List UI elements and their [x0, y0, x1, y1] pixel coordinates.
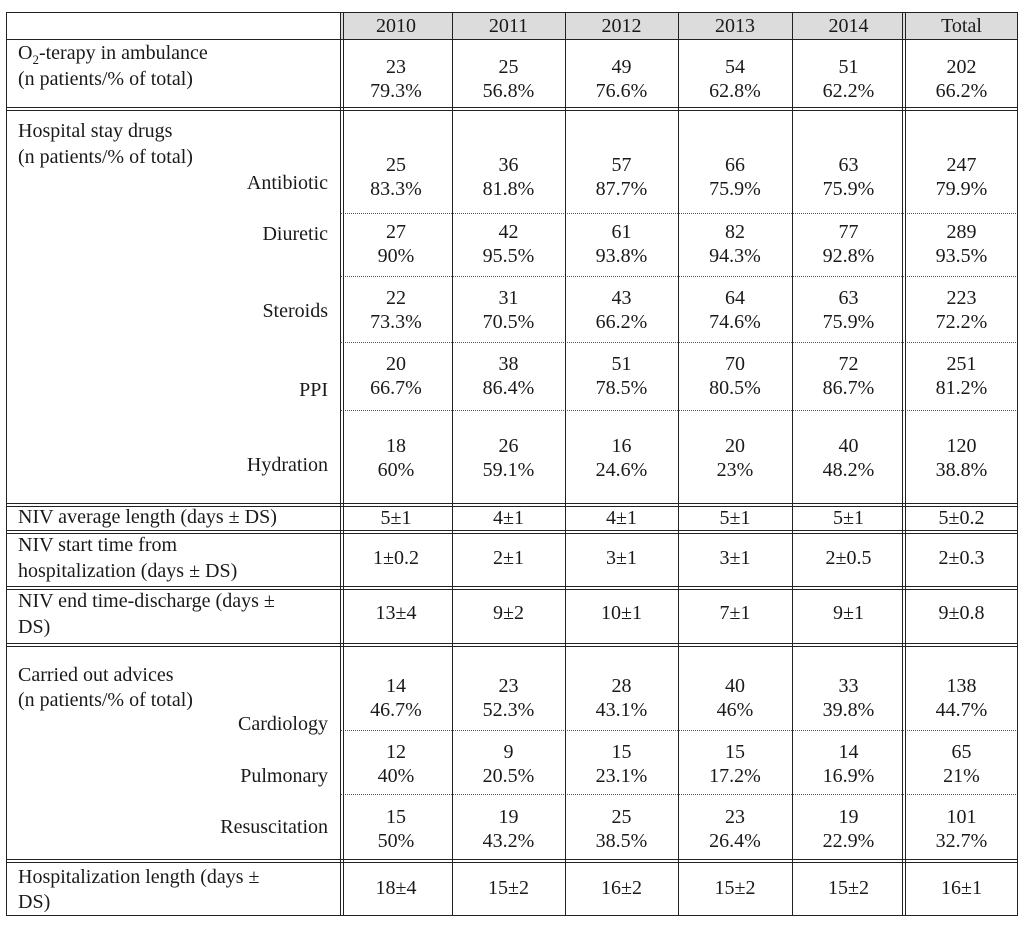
drug-name-hydration: Hydration: [246, 454, 328, 476]
column-header-2010: 2010: [376, 15, 416, 37]
drug-value-percent: 48.2%: [822, 459, 875, 481]
o2-row-label-line2: (n patients/% of total): [18, 68, 193, 90]
hospital-drugs-label: Hospital stay drugs: [18, 120, 173, 142]
data-table: [6, 12, 1018, 916]
drug-value-count: 251: [946, 353, 977, 375]
column-header-2013: 2013: [715, 15, 755, 37]
column-header-total: Total: [941, 15, 982, 37]
header-divider: [6, 39, 1018, 40]
niv-average-value: 4±1: [493, 507, 524, 529]
advice-value-percent: 40%: [377, 765, 415, 787]
drug-value-percent: 90%: [377, 245, 415, 267]
section-divider: [6, 503, 1018, 504]
hosp-length-label-line2: DS): [18, 891, 51, 913]
hosp-length-value: 15±2: [488, 877, 529, 899]
drug-value-count: 31: [498, 287, 519, 309]
drug-value-count: 77: [838, 221, 859, 243]
advice-value-count: 19: [498, 806, 519, 828]
drug-value-percent: 70.5%: [482, 311, 535, 333]
advice-value-count: 23: [725, 806, 745, 828]
drug-value-count: 120: [946, 435, 977, 457]
drug-value-count: 66: [725, 154, 745, 176]
drug-value-percent: 94.3%: [709, 245, 761, 267]
advice-value-percent: 43.1%: [595, 699, 648, 721]
advice-name-pulmonary: Pulmonary: [240, 765, 328, 787]
drug-value-percent: 93.5%: [935, 245, 988, 267]
subrow-divider: [340, 276, 1018, 277]
advice-value-count: 138: [946, 675, 977, 697]
drug-value-count: 51: [611, 353, 632, 375]
drug-value-count: 82: [725, 221, 745, 243]
hosp-length-label: Hospitalization length (days ±: [18, 866, 260, 888]
drug-value-count: 289: [946, 221, 977, 243]
hosp-length-value: 16±2: [601, 877, 642, 899]
niv-end-label-line2: DS): [18, 616, 51, 638]
column-header-2014: 2014: [828, 15, 869, 37]
drug-name-antibiotic: Antibiotic: [246, 172, 328, 194]
niv-end-value: 13±4: [375, 602, 417, 624]
o2-value-percent: 56.8%: [482, 80, 535, 102]
drug-value-count: 64: [725, 287, 745, 309]
drug-value-percent: 81.2%: [935, 377, 988, 399]
subrow-divider: [340, 342, 1018, 343]
niv-start-value: 3±1: [719, 547, 751, 569]
drug-value-count: 40: [838, 435, 859, 457]
advice-value-count: 14: [838, 741, 859, 763]
drug-value-percent: 80.5%: [709, 377, 761, 399]
section-divider: [6, 862, 1018, 863]
advice-value-count: 14: [386, 675, 406, 697]
drug-value-percent: 75.9%: [709, 178, 761, 200]
advice-value-count: 33: [838, 675, 859, 697]
drug-name-diuretic: Diuretic: [262, 223, 328, 245]
advice-value-count: 23: [498, 675, 519, 697]
drug-value-percent: 86.4%: [482, 377, 535, 399]
advice-value-percent: 44.7%: [935, 699, 988, 721]
section-divider: [6, 643, 1018, 644]
advice-value-count: 28: [611, 675, 632, 697]
niv-end-value: 9±0.8: [938, 602, 985, 624]
o2-value-count: 49: [611, 56, 632, 78]
niv-average-value: 5±1: [719, 507, 751, 529]
advice-value-percent: 52.3%: [482, 699, 535, 721]
advice-value-count: 15: [725, 741, 745, 763]
subrow-divider: [340, 410, 1018, 411]
niv-start-label: NIV start time from: [18, 534, 178, 556]
drug-value-percent: 23%: [716, 459, 754, 481]
drug-value-count: 61: [611, 221, 632, 243]
advice-value-percent: 46.7%: [370, 699, 422, 721]
drug-value-count: 63: [838, 154, 859, 176]
advice-value-count: 25: [611, 806, 632, 828]
advice-value-count: 40: [725, 675, 745, 697]
advice-value-percent: 22.9%: [822, 830, 875, 852]
drug-value-percent: 92.8%: [822, 245, 875, 267]
niv-start-value: 2±1: [493, 547, 524, 569]
drug-value-count: 247: [946, 154, 977, 176]
advice-value-percent: 17.2%: [709, 765, 761, 787]
drug-value-percent: 73.3%: [370, 311, 422, 333]
niv-average-value: 4±1: [606, 507, 637, 529]
hosp-length-value: 15±2: [714, 877, 756, 899]
advice-value-count: 12: [386, 741, 406, 763]
subrow-divider: [340, 730, 1018, 731]
hosp-length-value: 18±4: [375, 877, 417, 899]
niv-average-value: 5±0.2: [938, 507, 985, 529]
advice-value-percent: 16.9%: [822, 765, 875, 787]
niv-start-label-line2: hospitalization (days ± DS): [18, 560, 238, 582]
advice-value-count: 101: [946, 806, 977, 828]
drug-value-percent: 59.1%: [482, 459, 535, 481]
section-divider: [6, 107, 1018, 108]
advice-name-cardiology: Cardiology: [238, 713, 328, 735]
o2-value-count: 202: [946, 56, 977, 78]
hosp-length-value: 15±2: [828, 877, 869, 899]
niv-end-value: 9±1: [833, 602, 864, 624]
subrow-divider: [340, 213, 1018, 214]
advice-value-percent: 50%: [377, 830, 415, 852]
o2-value-count: 54: [725, 56, 745, 78]
o2-label-subscript: 2: [32, 52, 39, 67]
advice-value-percent: 23.1%: [595, 765, 648, 787]
advice-value-percent: 32.7%: [935, 830, 988, 852]
drug-value-percent: 60%: [377, 459, 415, 481]
drug-value-count: 20: [386, 353, 406, 375]
drug-value-percent: 95.5%: [482, 245, 535, 267]
o2-value-percent: 76.6%: [595, 80, 648, 102]
advice-value-count: 15: [386, 806, 406, 828]
o2-value-percent: 66.2%: [935, 80, 988, 102]
advice-name-resuscitation: Resuscitation: [220, 816, 328, 838]
advice-value-count: 65: [951, 741, 972, 763]
column-header-2011: 2011: [488, 15, 529, 37]
advices-label: Carried out advices: [18, 664, 174, 686]
drug-value-count: 26: [498, 435, 519, 457]
section-divider: [6, 586, 1018, 587]
niv-start-value: 1±0.2: [373, 547, 419, 569]
advice-value-count: 15: [611, 741, 632, 763]
niv-end-value: 7±1: [719, 602, 751, 624]
drug-value-count: 42: [498, 221, 519, 243]
drug-value-percent: 81.8%: [482, 178, 535, 200]
drug-value-count: 16: [611, 435, 632, 457]
o2-value-percent: 62.2%: [822, 80, 875, 102]
drug-value-percent: 78.5%: [595, 377, 648, 399]
niv-end-value: 9±2: [493, 602, 524, 624]
section-divider: [6, 646, 1018, 647]
o2-value-count: 23: [386, 56, 406, 78]
drug-value-percent: 75.9%: [822, 178, 875, 200]
advice-value-percent: 46%: [716, 699, 754, 721]
advice-value-percent: 21%: [943, 765, 980, 787]
drug-value-percent: 86.7%: [822, 377, 875, 399]
subrow-divider: [340, 794, 1018, 795]
drug-value-count: 25: [386, 154, 406, 176]
drug-value-count: 22: [386, 287, 406, 309]
drug-value-count: 70: [725, 353, 745, 375]
drug-value-percent: 72.2%: [935, 311, 988, 333]
advice-value-percent: 38.5%: [595, 830, 648, 852]
drug-value-count: 18: [386, 435, 406, 457]
o2-label-suffix: -terapy in ambulance: [38, 42, 208, 64]
drug-value-percent: 66.2%: [595, 311, 648, 333]
advices-label-line2: (n patients/% of total): [18, 689, 193, 711]
o2-row-label: [18, 41, 208, 66]
niv-end-value: 10±1: [601, 602, 642, 624]
niv-average-label: NIV average length (days ± DS): [18, 506, 277, 528]
niv-average-value: 5±1: [833, 507, 864, 529]
niv-average-value: 5±1: [380, 507, 412, 529]
drug-name-steroids: Steroids: [262, 300, 328, 322]
drug-value-percent: 24.6%: [595, 459, 648, 481]
drug-value-percent: 83.3%: [370, 178, 422, 200]
drug-name-ppi: PPI: [299, 379, 328, 401]
drug-value-count: 43: [611, 287, 632, 309]
section-divider: [6, 110, 1018, 111]
advice-value-count: 9: [503, 741, 514, 763]
drug-value-count: 36: [498, 154, 519, 176]
section-divider: [6, 530, 1018, 531]
drug-value-percent: 74.6%: [709, 311, 761, 333]
drug-value-count: 27: [386, 221, 406, 243]
advice-value-percent: 43.2%: [482, 830, 535, 852]
niv-end-label: NIV end time-discharge (days ±: [18, 590, 275, 612]
hospital-drugs-label-line2: (n patients/% of total): [18, 146, 193, 168]
niv-start-value: 2±0.5: [825, 547, 872, 569]
o2-value-count: 51: [838, 56, 859, 78]
advice-value-count: 19: [838, 806, 859, 828]
drug-value-count: 57: [611, 154, 632, 176]
drug-value-count: 72: [838, 353, 859, 375]
drug-value-percent: 93.8%: [595, 245, 648, 267]
section-divider: [6, 859, 1018, 860]
advice-value-percent: 39.8%: [822, 699, 875, 721]
advice-value-percent: 26.4%: [709, 830, 761, 852]
drug-value-percent: 38.8%: [935, 459, 988, 481]
o2-value-percent: 62.8%: [709, 80, 761, 102]
drug-value-percent: 66.7%: [370, 377, 422, 399]
column-header-2012: 2012: [601, 15, 642, 37]
drug-value-count: 223: [946, 287, 977, 309]
hosp-length-value: 16±1: [941, 877, 982, 899]
niv-start-value: 3±1: [606, 547, 637, 569]
niv-start-value: 2±0.3: [938, 547, 985, 569]
drug-value-percent: 75.9%: [822, 311, 875, 333]
drug-value-count: 63: [838, 287, 859, 309]
drug-value-percent: 87.7%: [595, 178, 648, 200]
table-bottom-border: [6, 915, 1018, 916]
table-top-border: [6, 12, 1018, 13]
o2-label-prefix: O: [18, 42, 33, 64]
drug-value-count: 20: [725, 435, 745, 457]
o2-value-count: 25: [498, 56, 519, 78]
advice-value-percent: 20.5%: [482, 765, 535, 787]
drug-value-percent: 79.9%: [935, 178, 988, 200]
drug-value-count: 38: [498, 353, 519, 375]
o2-value-percent: 79.3%: [370, 80, 422, 102]
